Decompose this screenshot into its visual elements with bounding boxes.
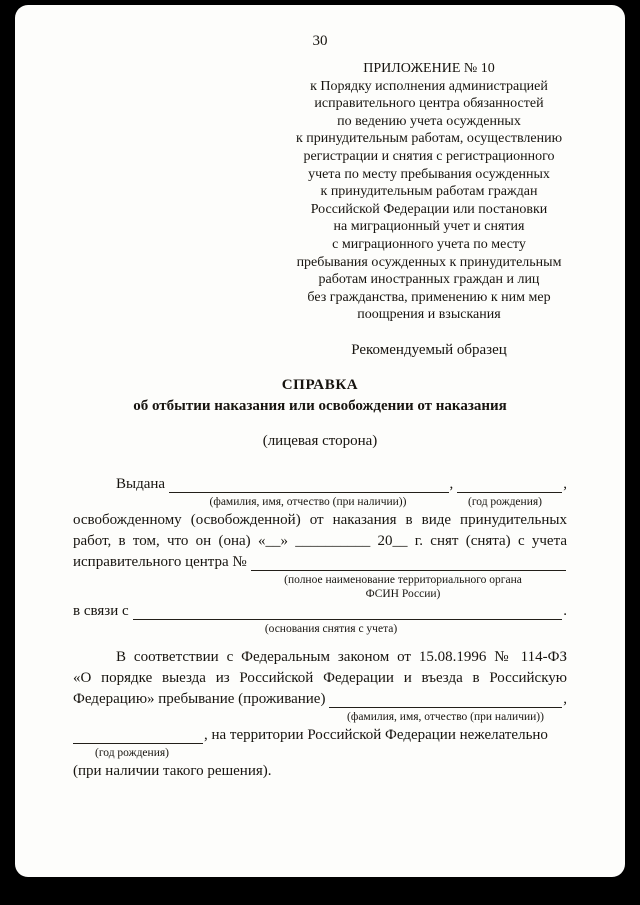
comma: , xyxy=(563,475,567,492)
issued-label: Выдана xyxy=(116,475,166,492)
certificate-title: СПРАВКА xyxy=(281,376,359,393)
caption-full-name: (фамилия, имя, отчество (при наличии)) xyxy=(347,710,544,723)
residence-label: Федерацию» пребывание (проживание) xyxy=(73,690,326,707)
law-line-1: В соответствии с Федеральным законом от 15.08.1996 № 114-ФЗ xyxy=(116,648,567,665)
caption-birth-year: (год рождения) xyxy=(468,495,542,508)
appendix-title: ПРИЛОЖЕНИЕ № 10 xyxy=(363,61,495,76)
caption-grounds: (основания снятия с учета) xyxy=(264,622,398,635)
law-full-name-blank xyxy=(329,689,562,708)
caption-row xyxy=(73,495,567,510)
page-number: 30 xyxy=(312,33,328,49)
appendix-line: к принудительным работам, осуществлению xyxy=(295,131,563,147)
full-name-blank xyxy=(169,474,448,493)
law-line-5: (при наличии такого решения). xyxy=(73,762,272,779)
appendix-line: поощрения и взыскания xyxy=(357,307,501,323)
residence-line xyxy=(73,689,567,710)
appendix-line: на миграционный учет и снятия xyxy=(333,219,525,235)
due-label: в связи с xyxy=(73,602,129,619)
appendix-line: исправительного центра обязанностей xyxy=(314,96,544,112)
fsin-org-blank xyxy=(251,552,566,571)
birth-year-blank xyxy=(457,474,562,493)
period: . xyxy=(563,602,567,619)
appendix-line: к Порядку исполнения администрацией xyxy=(310,78,548,94)
appendix-line: учета по месту пребывания осужденных xyxy=(308,166,550,182)
appendix-line: Российской Федерации или постановки xyxy=(310,201,548,217)
territory-line xyxy=(73,725,567,746)
caption-fsin-line1: (полное наименование территориального органа xyxy=(284,573,522,586)
comma: , xyxy=(563,690,567,707)
page-content xyxy=(15,5,625,782)
caption-birth-year: (год рождения) xyxy=(95,746,169,759)
caption-full-name: (фамилия, имя, отчество (при наличии)) xyxy=(209,495,407,508)
grounds-blank xyxy=(133,601,563,620)
appendix-line: по ведению учета осужденных xyxy=(337,113,521,129)
law-line-2: «О порядке выезда из Российской Федерации и въезда в Российскую xyxy=(73,669,567,686)
caption-fsin-line2: ФСИН России) xyxy=(365,587,441,600)
appendix-line: работам иностранных граждан и лиц xyxy=(318,272,540,288)
appendix-line: к принудительным работам граждан xyxy=(320,184,538,200)
appendix-line: с миграционного учета по месту xyxy=(332,236,526,252)
appendix-line: без гражданства, применению к ним мер xyxy=(307,289,551,305)
appendix-line: пребывания осужденных к принудительным xyxy=(296,254,562,270)
due-line xyxy=(73,601,567,622)
body-line-released: освобожденному (освобожденной) от наказания в виде принудительных xyxy=(73,511,567,528)
law-paragraph xyxy=(73,647,567,782)
center-label: исправительного центра № xyxy=(73,553,247,570)
certificate-body xyxy=(73,474,567,637)
caption-row xyxy=(73,746,567,761)
certificate-subtitle: об отбытии наказания или освобождении от наказания xyxy=(133,397,507,414)
sample-note: Рекомендуемый образец xyxy=(351,341,507,358)
body-line-work: работ, в том, что он (она) «__» __________ 20__ г. снят (снята) с учета xyxy=(73,532,567,549)
caption-row xyxy=(73,622,567,637)
caption-fsin xyxy=(233,573,573,601)
appendix-header xyxy=(283,60,575,324)
side-label: (лицевая сторона) xyxy=(262,432,378,449)
comma: , xyxy=(449,475,454,492)
law-birth-year-blank xyxy=(73,725,203,744)
caption-row xyxy=(73,710,567,725)
center-line xyxy=(73,552,567,573)
appendix-line: регистрации и снятия с регистрационного xyxy=(303,148,555,164)
issued-line xyxy=(73,474,567,495)
document-page xyxy=(15,5,625,877)
territory-text: , на территории Российской Федерации нежелательно xyxy=(204,726,548,743)
